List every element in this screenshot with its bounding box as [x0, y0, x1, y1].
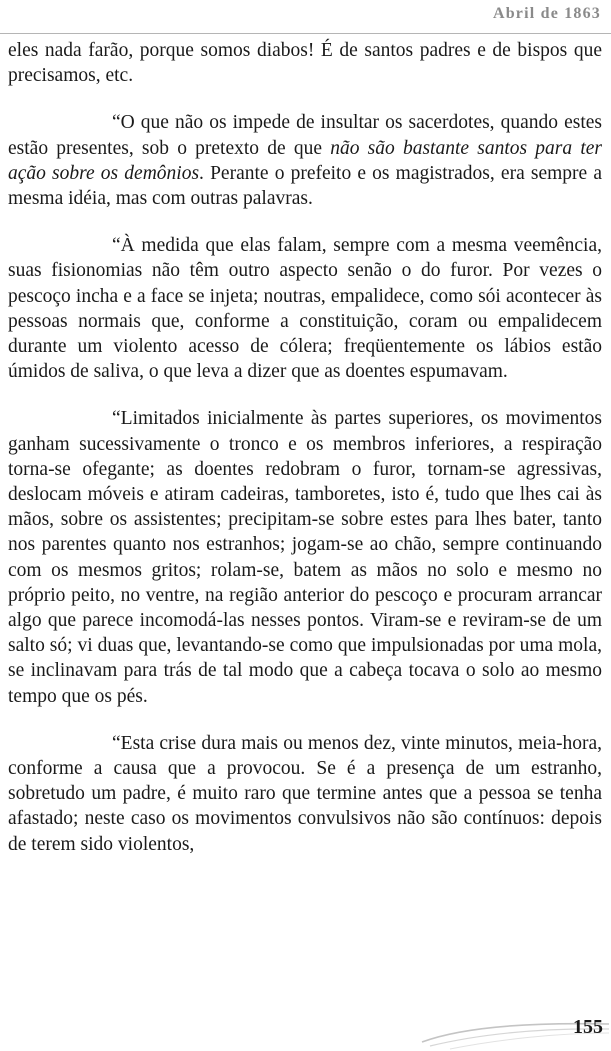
- page-body: [8, 38, 602, 857]
- page-number: 155: [573, 1016, 603, 1038]
- paragraph-3: “À medida que elas falam, sempre com a mesma veemência, suas fisionomias não têm outro aspecto senão o do furor. Por vezes o pescoço incha e a face se injeta; noutras, empalidece, como sói acontecer às pessoas normais que, conforme a constituição, coram ou empalidecem durante um violento acesso de cólera; freqüentemente os lábios estão úmidos de saliva, o que leva a dizer que as doentes espumavam.: [8, 235, 602, 383]
- paragraph-2-text-end: . Perante o prefeito e os magistrados, era sempre a mesma idéia, mas com outras palavras.: [8, 162, 602, 210]
- paragraph-5: “Esta crise dura mais ou menos dez, vinte minutos, meia-hora, conforme a causa que a provocou. Se é a presença de um estranho, sobretudo um padre, é muito raro que termine antes que a pessoa se tenha afastado; neste caso os movimentos convulsivos não são contínuos: depois de terem sido violentos,: [8, 732, 602, 855]
- paragraph-4: “Limitados inicialmente às partes superiores, os movimentos ganham sucessivamente o tronco e os membros inferiores, a respiração torna-se ofegante; as doentes redobram o furor, tornam-se agressivas, deslocam móveis e atiram cadeiras, tamboretes, isto é, tudo que lhes cai às mãos, sobre os assistentes; precipitam-se sobre estes para lhes bater, tanto nos parentes quanto nos estranhos; jogam-se ao chão, sempre continuando com os mesmos gritos; rolam-se, batem as mãos no solo e mesmo no próprio peito, no ventre, na região anterior do pescoço e procuram arrancar algo que parece incomodá-las nesses pontos. Viram-se e reviram-se de um salto só; vi duas que, levantando-se como que impulsionadas por uma mola, se inclinavam para trás de tal modo que a cabeça tocava o solo ao mesmo tempo que os pés.: [8, 408, 602, 707]
- paragraph-1: eles nada farão, porque somos diabos! É de santos padres e de bispos que precisamos, etc.: [8, 40, 602, 87]
- paragraph-2-text-start: “O que não os impede de insultar os sacerdotes, quando estes estão presentes, sob o pretexto de que: [8, 112, 602, 159]
- header-divider: [0, 33, 611, 34]
- paragraph-2: [8, 110, 602, 211]
- running-header-title: Abril de 1863: [492, 5, 601, 22]
- paragraph-2-italic-quote: não são bastante santos para ter ação sobre os demônios: [8, 137, 602, 184]
